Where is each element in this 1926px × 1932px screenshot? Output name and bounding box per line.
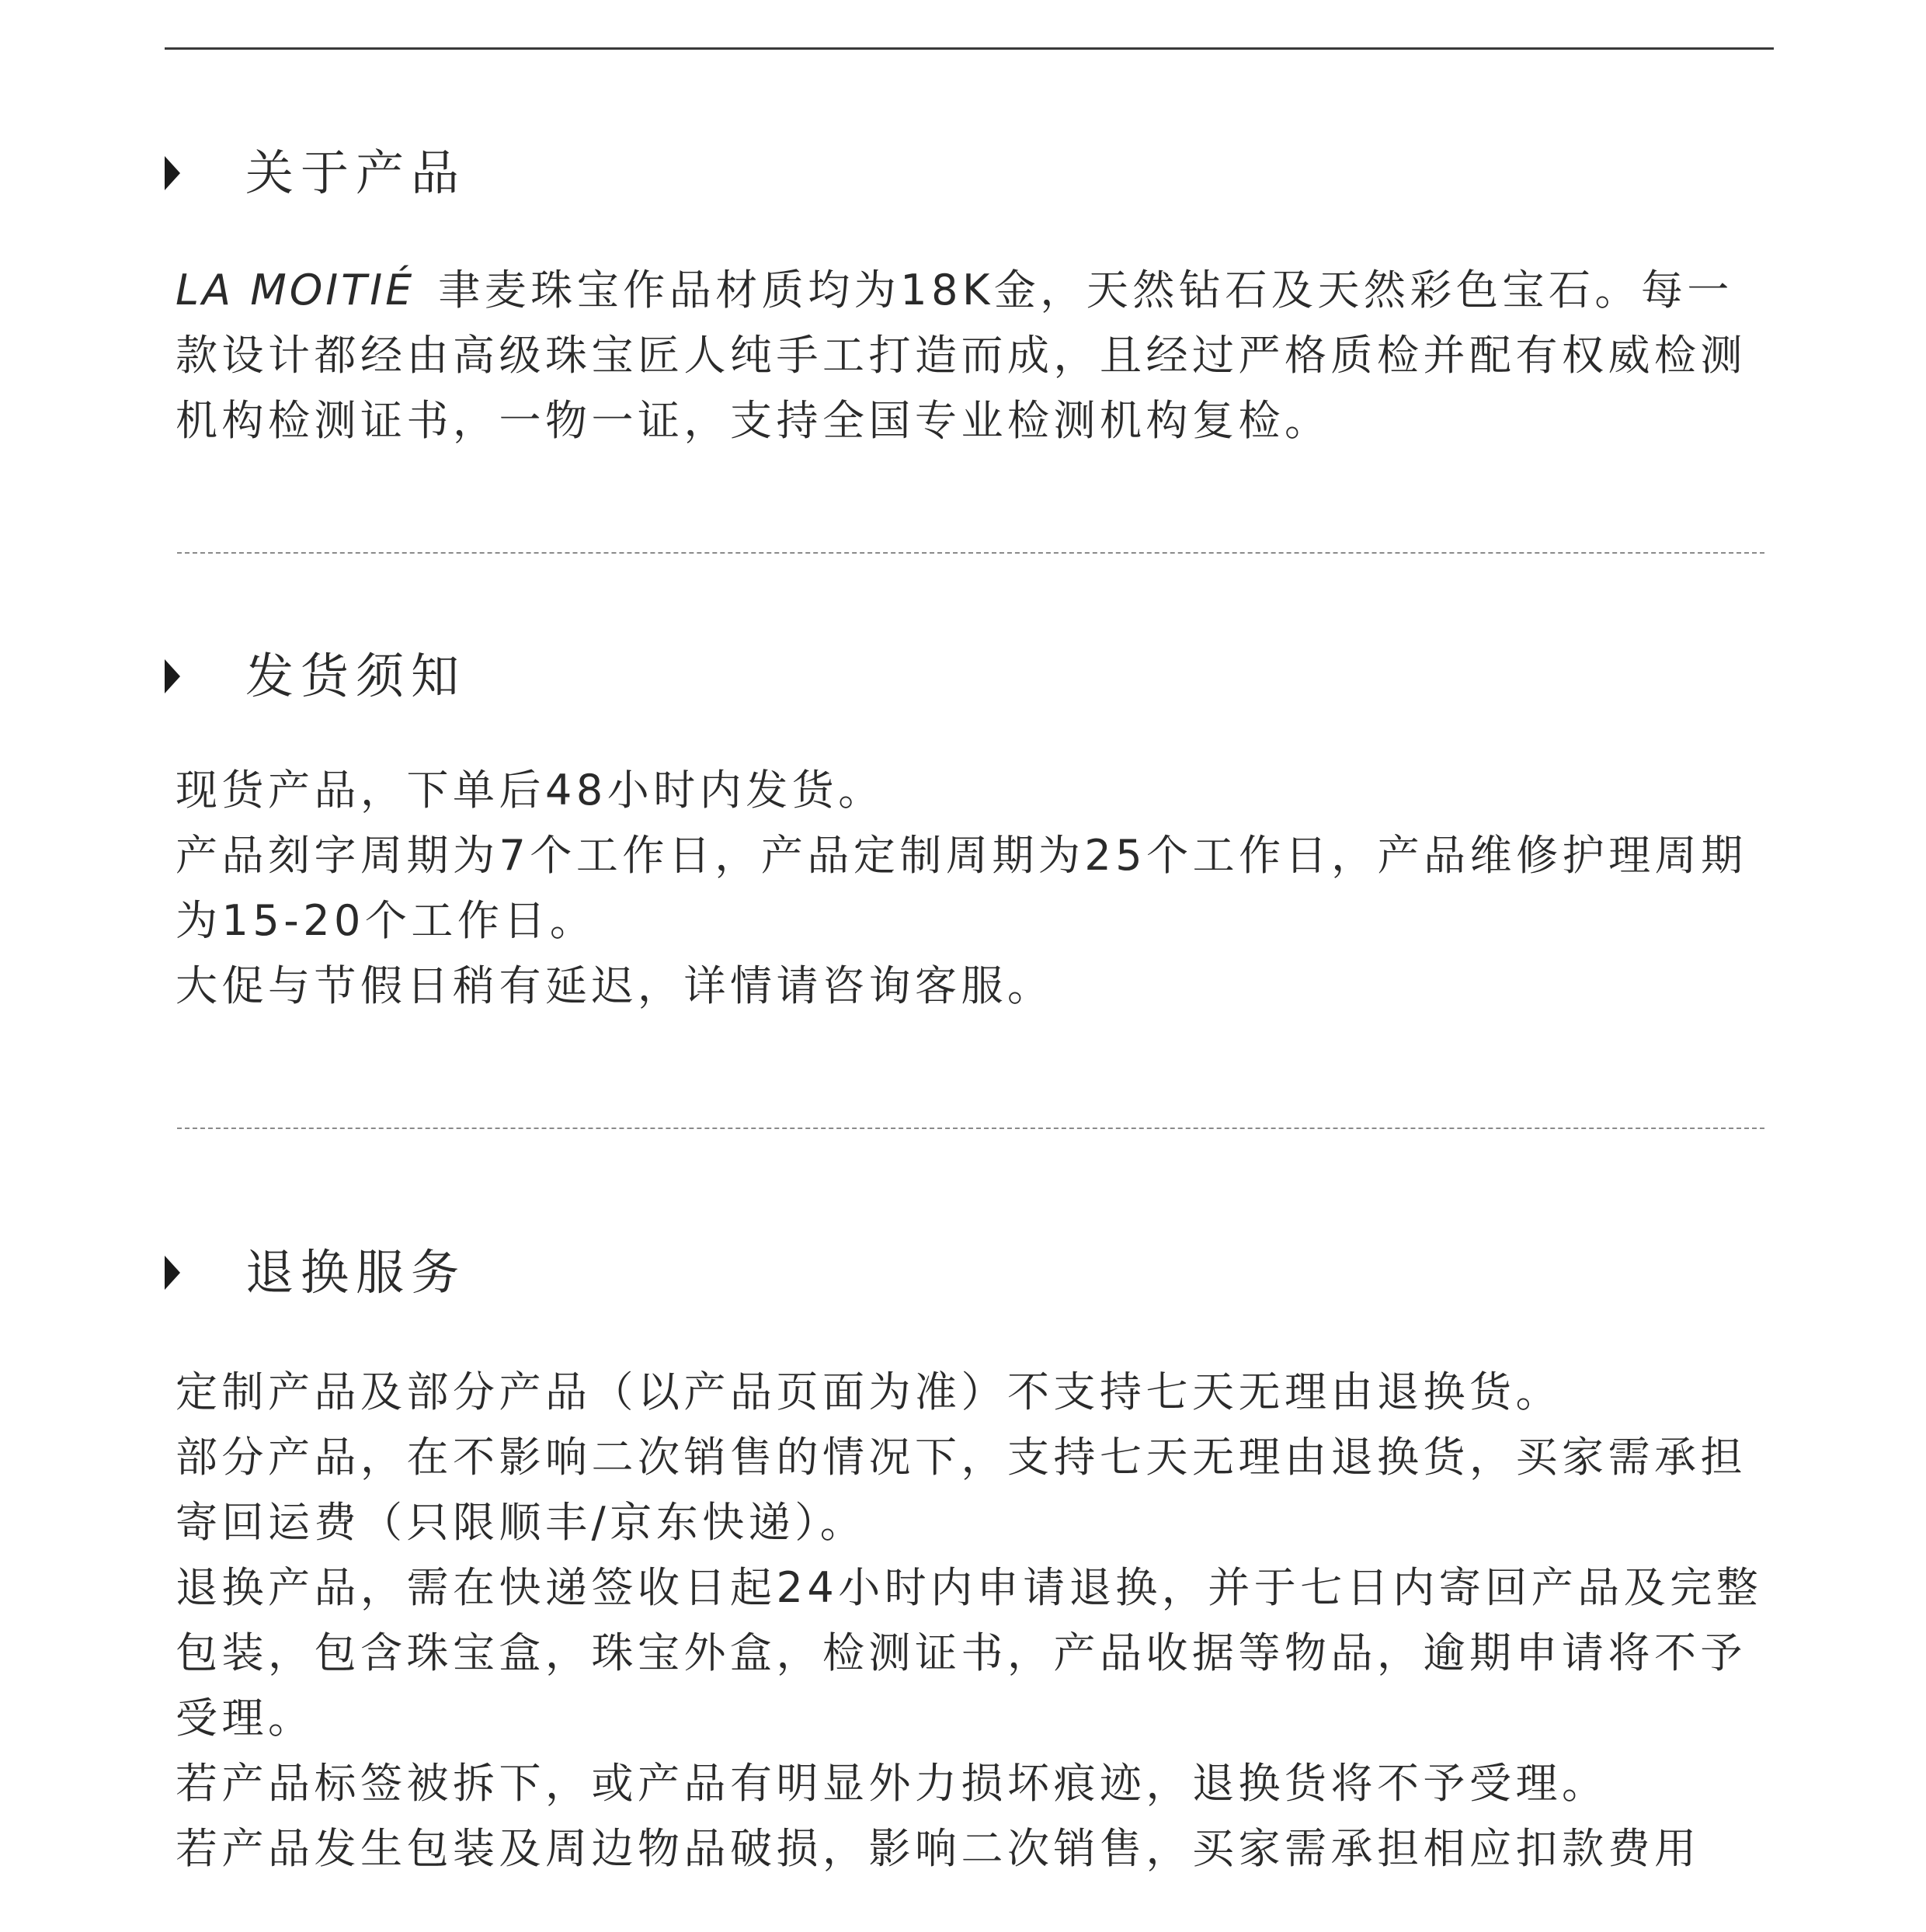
section-title-shipping: 发货须知: [245, 648, 467, 704]
section-header-returns: [165, 1238, 466, 1308]
shipping-line: 产品刻字周期为7个工作日，产品定制周期为25个工作日，产品维修护理周期为15-20个工作日。: [176, 831, 1747, 945]
caret-right-icon: [165, 156, 180, 190]
returns-line: 定制产品及部分产品（以产品页面为准）不支持七天无理由退换货。: [176, 1367, 1562, 1416]
returns-paragraph: [176, 1360, 1775, 1882]
caret-right-icon: [165, 659, 180, 693]
dashed-divider: [177, 1128, 1764, 1129]
section-header-about: [165, 138, 466, 208]
caret-right-icon: [165, 1256, 180, 1290]
shipping-paragraph: [176, 758, 1775, 1019]
brand-name: LA MOITIÉ: [176, 266, 415, 314]
returns-line: 若产品标签被拆下，或产品有明显外力损坏痕迹，退换货将不予受理。: [176, 1759, 1608, 1808]
dashed-divider: [177, 552, 1764, 554]
section-header-shipping: [165, 641, 466, 711]
section-title-returns: 退换服务: [245, 1244, 467, 1301]
returns-line: 若产品发生包装及周边物品破损，影响二次销售，买家需承担相应扣款费用: [176, 1824, 1701, 1873]
about-body: 聿麦珠宝作品材质均为18K金，天然钻石及天然彩色宝石。每一款设计都经由高级珠宝匠人纯手工打造而成，且经过严格质检并配有权威检测机构检测证书，一物一证，支持全国专业检测机构复检。: [176, 266, 1747, 445]
returns-line: 退换产品，需在快递签收日起24小时内申请退换，并于七日内寄回产品及完整包装，包含珠宝盒，珠宝外盒，检测证书，产品收据等物品，逾期申请将不予受理。: [176, 1563, 1763, 1743]
about-paragraph: [176, 258, 1775, 453]
top-divider: [165, 47, 1774, 50]
section-title-about: 关于产品: [245, 144, 467, 201]
returns-line: 部分产品，在不影响二次销售的情况下，支持七天无理由退换货，买家需承担寄回运费（只限顺丰/京东快递）。: [176, 1433, 1747, 1547]
shipping-line: 大促与节假日稍有延迟，详情请咨询客服。: [176, 961, 1054, 1010]
shipping-line: 现货产品，下单后48小时内发货。: [176, 766, 885, 815]
